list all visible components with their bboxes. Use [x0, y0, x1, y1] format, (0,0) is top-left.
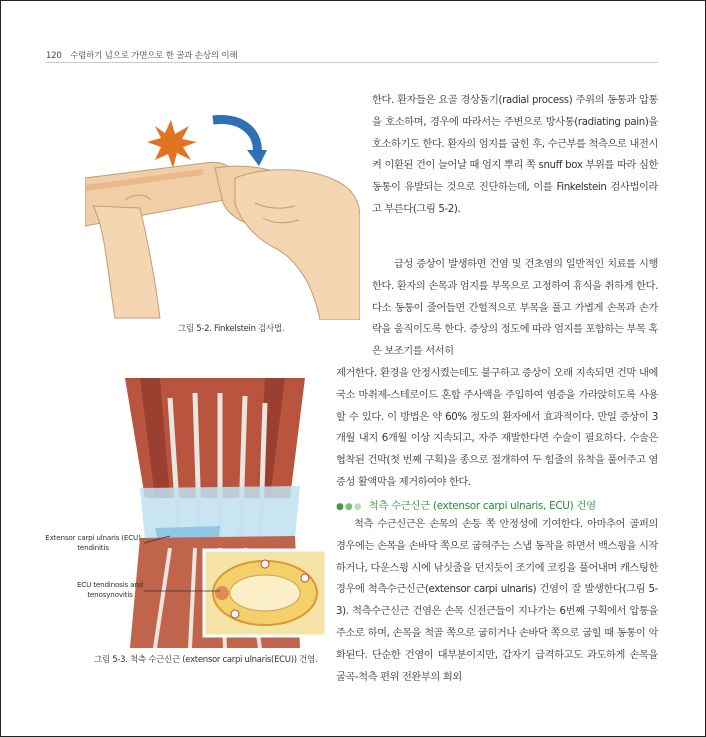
bullet-dots-icon: ●●●: [336, 502, 363, 512]
paragraph-ecu: 척측 수근신근은 손목의 손등 쪽 안정성에 기여한다. 아마추어 골퍼의 경우에는 손목을 손바닥 쪽으로 굽혀주는 스냅 동작을 하면서 백스윙을 시작하거나, 다운스윙 시에 낚싯줄을 던지듯이 조기에 코킹을 풀어내며 캐스팅한 경우에 척측수근신근(extensor carpi ulnaris) 건염이 잘 발생한다(그림 5-3). 척측수근신근 건염은 손목 신전근들이 지나가는 6번째 구획에서 압통을 주소로 하며, 손목을 척골 쪽으로 굽히거나 손바닥 쪽으로 굽힐 때 동통이 악화된다. 단순한 건염이 대부분이지만, 갑자기 급격하고도 과도하게 손목을 굴곡-척측 편위 전완부의 회외: [336, 519, 659, 683]
ecu-tendinitis-illustration: [100, 378, 332, 648]
pain-burst-icon: [147, 120, 197, 168]
header-rule: [46, 62, 658, 63]
ecu-tenosynovitis-label: ECU tendinosis and tenosynovitis: [76, 580, 144, 599]
paragraph-treatment-cont: 제거한다. 환경을 안정시켰는데도 불구하고 증상이 오래 지속되면 건막 내에 국소 마취제-스테로이드 혼합 주사액을 주입하여 염증을 가라앉히도록 사용할 수 있다. 이 방법은 약 60% 정도의 환자에서 효과적이다. 만일 증상이 3개월 내지 6개월 이상 지속되고, 자주 재발한다면 수술이 필요하다. 수술은 협착된 건막(첫 번째 구획)을 종으로 절개하여 두 힘줄의 유착을 풀어주고 염증성 활액막을 제거하여야 한다.: [336, 368, 658, 488]
finkelstein-test-illustration: [85, 108, 360, 320]
rotation-arrow-icon: [213, 119, 257, 154]
section-title: [336, 497, 596, 512]
figure-caption-5-2: 그림 5-2. Finkelstein 검사법.: [178, 324, 285, 334]
page-number: 120: [46, 51, 62, 61]
paragraph-treatment-intro: 급성 증상이 발생하면 건염 및 건초염의 일반적인 치료를 시행한다. 환자의 손목과 엄지를 부목으로 고정하여 휴식을 취하게 한다. 다소 동통이 줄어들면 간헐적으로 부목을 풀고 가볍게 손목과 손가락을 움직이도록 한다. 증상의 정도에 따라 엄지를 포함하는 부목 혹은 보조기를 서서히: [372, 259, 658, 358]
figure-caption-5-3: 그림 5-3. 척측 수근신근 (extensor carpi ulnaris(ECU)) 건염.: [94, 655, 318, 665]
book-title: 수렴하기 넘으로 가면으로 한 골과 손상의 이해: [70, 51, 238, 61]
running-header: [46, 49, 237, 61]
ecu-tendinitis-label: Extensor carpi ulnaris (ECU) tendinitis: [45, 533, 141, 552]
section-title-text: 척측 수근신근 (extensor carpi ulnaris, ECU) 건염: [368, 500, 596, 512]
paragraph-finkelstein: 한다. 환자들은 요골 경상돌기(radial process) 주위의 동통과 압통을 호소하며, 경우에 따라서는 주변으로 방사통(radiating pain)을 호소하기도 한다. 환자의 엄지를 굽힌 후, 수근부를 척측으로 내전시켜 이환된 건이 늘어날 때 엄지 뿌리 쪽 snuff box 부위를 따라 심한 동통이 유발되는 것으로 진단하는데, 이를 Finkelstein 검사법이라고 부른다(그림 5-2).: [372, 95, 658, 215]
